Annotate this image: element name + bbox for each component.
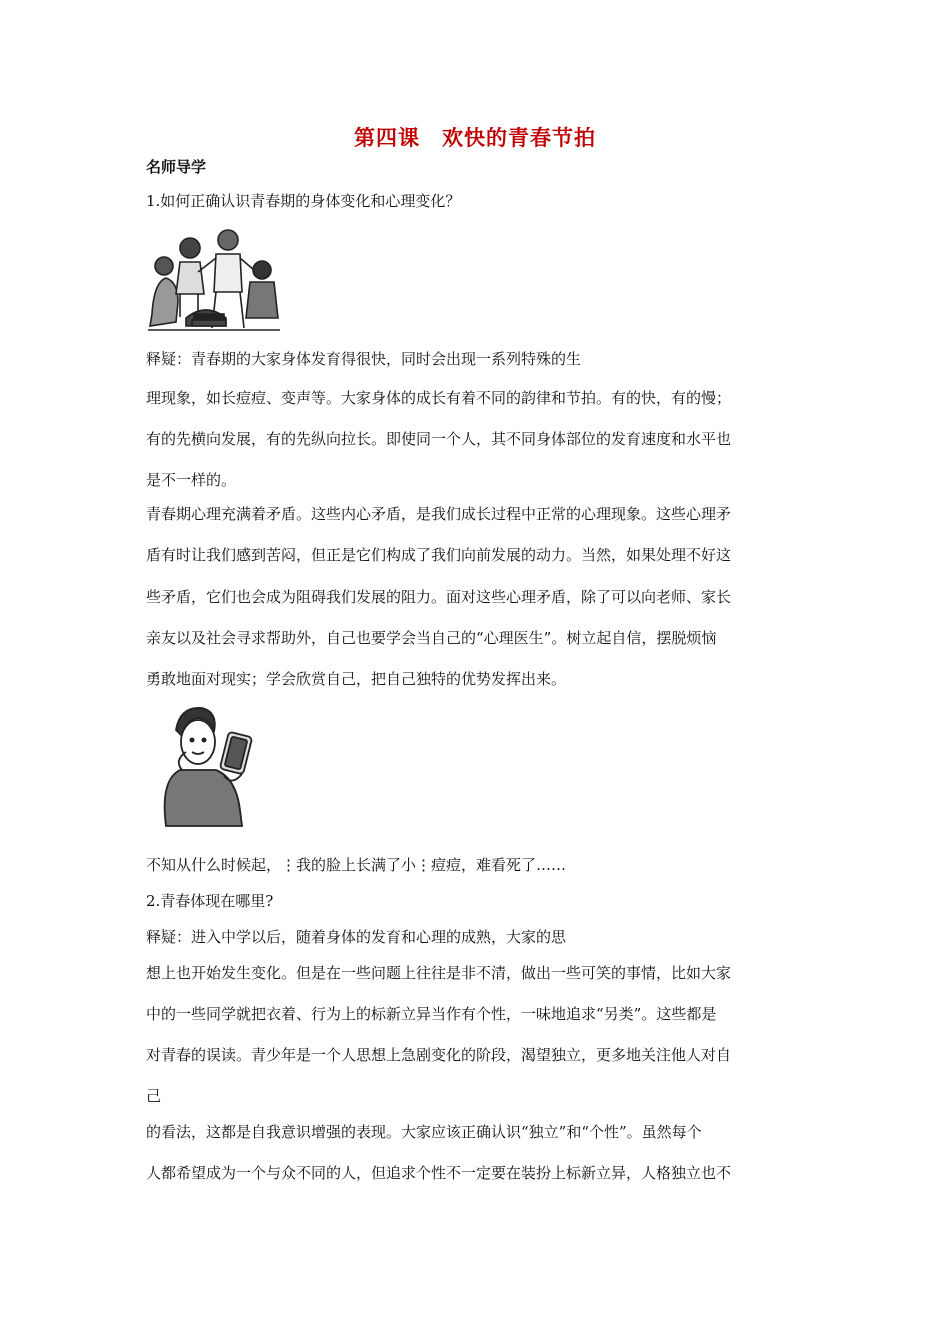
- question-1: 1.如何正确认识青春期的身体变化和心理变化？: [146, 192, 461, 210]
- section-heading: 名师导学: [146, 158, 207, 176]
- students-illustration: [146, 222, 281, 334]
- boy-mirror-illustration: [146, 700, 266, 830]
- p3-line-5: 己: [146, 1087, 162, 1105]
- p2-line-4: 亲友以及社会寻求帮助外，自己也要学会当自己的“心理医生”。树立起自信，摆脱烦恼: [146, 629, 717, 647]
- p1-line-3: 有的先横向发展，有的先纵向拉长。即使同一个人，其不同身体部位的发育速度和水平也: [146, 430, 732, 448]
- p1-line-1: 释疑：青春期的大家身体发育得很快，同时会出现一系列特殊的生: [146, 350, 582, 368]
- lesson-title: 第四课 欢快的青春节拍: [354, 126, 596, 150]
- p1-line-2: 理现象，如长痘痘、变声等。大家身体的成长有着不同的韵律和节拍。有的快，有的慢；: [146, 389, 732, 407]
- p3-line-2: 想上也开始发生变化。但是在一些问题上往往是非不清，做出一些可笑的事情，比如大家: [146, 964, 732, 982]
- p1-line-4: 是不一样的。: [146, 471, 237, 489]
- p2-line-2: 盾有时让我们感到苦闷，但正是它们构成了我们向前发展的动力。当然，如果处理不好这: [146, 546, 732, 564]
- p3-line-7: 人都希望成为一个与众不同的人，但追求个性不一定要在装扮上标新立异，人格独立也不: [146, 1164, 732, 1182]
- p3-line-3: 中的一些同学就把衣着、行为上的标新立异当作有个性，一味地追求“另类”。这些都是: [146, 1005, 717, 1023]
- illustration-caption: 不知从什么时候起，⋮我的脸上长满了小⋮痘痘，难看死了……: [146, 856, 567, 874]
- question-2: 2.青春体现在哪里?: [146, 892, 274, 910]
- p3-line-4: 对青春的误读。青少年是一个人思想上急剧变化的阶段，渴望独立，更多地关注他人对自: [146, 1046, 732, 1064]
- p2-line-1: 青春期心理充满着矛盾。这些内心矛盾，是我们成长过程中正常的心理现象。这些心理矛: [146, 505, 732, 523]
- p2-line-5: 勇敢地面对现实；学会欣赏自己，把自己独特的优势发挥出来。: [146, 670, 567, 688]
- p2-line-3: 些矛盾，它们也会成为阻碍我们发展的阻力。面对这些心理矛盾，除了可以向老师、家长: [146, 588, 732, 606]
- p3-line-1: 释疑：进入中学以后，随着身体的发育和心理的成熟，大家的思: [146, 928, 567, 946]
- p3-line-6: 的看法，这都是自我意识增强的表现。大家应该正确认识“独立”和“个性”。虽然每个: [146, 1123, 702, 1141]
